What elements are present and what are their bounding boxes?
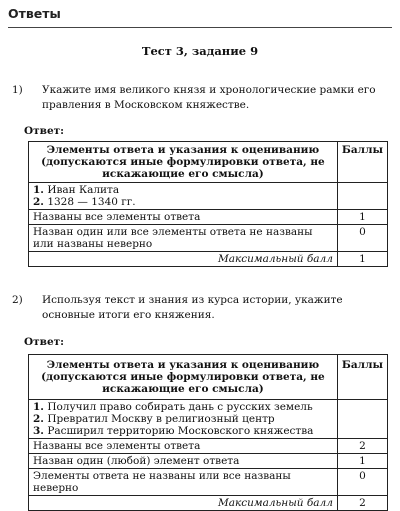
answer-element: 2. 1328 — 1340 гг. xyxy=(33,196,136,208)
score-value: 2 xyxy=(337,439,387,454)
question-2 xyxy=(12,293,392,323)
elements-cell xyxy=(29,400,338,439)
score-value: 1 xyxy=(337,454,387,469)
answer-element: 1. Получил право собирать дань с русских земель xyxy=(33,401,313,413)
column-header-elements: Элементы ответа и указания к оцениванию (допускаются иные формулировки ответа, не искажающие его смысла) xyxy=(29,142,338,183)
answer-table-2 xyxy=(28,354,388,511)
column-header-elements: Элементы ответа и указания к оцениванию (допускаются иные формулировки ответа, не искажающие его смысла) xyxy=(29,355,338,400)
table-row xyxy=(29,225,388,252)
answer-element: 1. Иван Калита xyxy=(33,184,120,196)
empty-score-cell xyxy=(337,183,387,210)
elements-cell xyxy=(29,183,338,210)
max-score-row xyxy=(29,496,388,511)
table-header-row xyxy=(29,355,388,400)
elements-row xyxy=(29,183,388,210)
table-row xyxy=(29,469,388,496)
column-header-score: Баллы xyxy=(337,142,387,183)
score-value: 0 xyxy=(337,469,387,496)
answer-label: Ответ: xyxy=(24,125,65,137)
answer-element: 2. Превратил Москву в религиозный центр xyxy=(33,413,275,425)
table-row xyxy=(29,454,388,469)
criteria-text: Названы все элементы ответа xyxy=(29,210,338,225)
max-score-row xyxy=(29,252,388,267)
score-value: 1 xyxy=(337,210,387,225)
empty-score-cell xyxy=(337,400,387,439)
question-text: Укажите имя великого князя и хронологические рамки его правления в Московском княжестве. xyxy=(42,84,376,111)
table-row xyxy=(29,439,388,454)
max-score-label: Максимальный балл xyxy=(29,496,338,511)
criteria-text: Назван один или все элементы ответа не названы или названы неверно xyxy=(29,225,338,252)
max-score-label: Максимальный балл xyxy=(29,252,338,267)
answer-table-1 xyxy=(28,141,388,267)
question-number: 1) xyxy=(12,84,23,96)
criteria-text: Элементы ответа не названы или все названы неверно xyxy=(29,469,338,496)
max-score-value: 1 xyxy=(337,252,387,267)
answer-label: Ответ: xyxy=(24,336,65,348)
table-row xyxy=(29,210,388,225)
table-header-row xyxy=(29,142,388,183)
elements-row xyxy=(29,400,388,439)
question-text: Используя текст и знания из курса истории, укажите основные итоги его княжения. xyxy=(42,294,343,321)
criteria-text: Назван один (любой) элемент ответа xyxy=(29,454,338,469)
score-value: 0 xyxy=(337,225,387,252)
max-score-value: 2 xyxy=(337,496,387,511)
criteria-text: Названы все элементы ответа xyxy=(29,439,338,454)
question-number: 2) xyxy=(12,294,23,306)
test-title: Тест 3, задание 9 xyxy=(141,44,259,58)
column-header-score: Баллы xyxy=(337,355,387,400)
section-header: Ответы xyxy=(8,6,392,28)
answer-element: 3. Расширил территорию Московского княжества xyxy=(33,425,314,437)
question-1 xyxy=(12,83,392,113)
